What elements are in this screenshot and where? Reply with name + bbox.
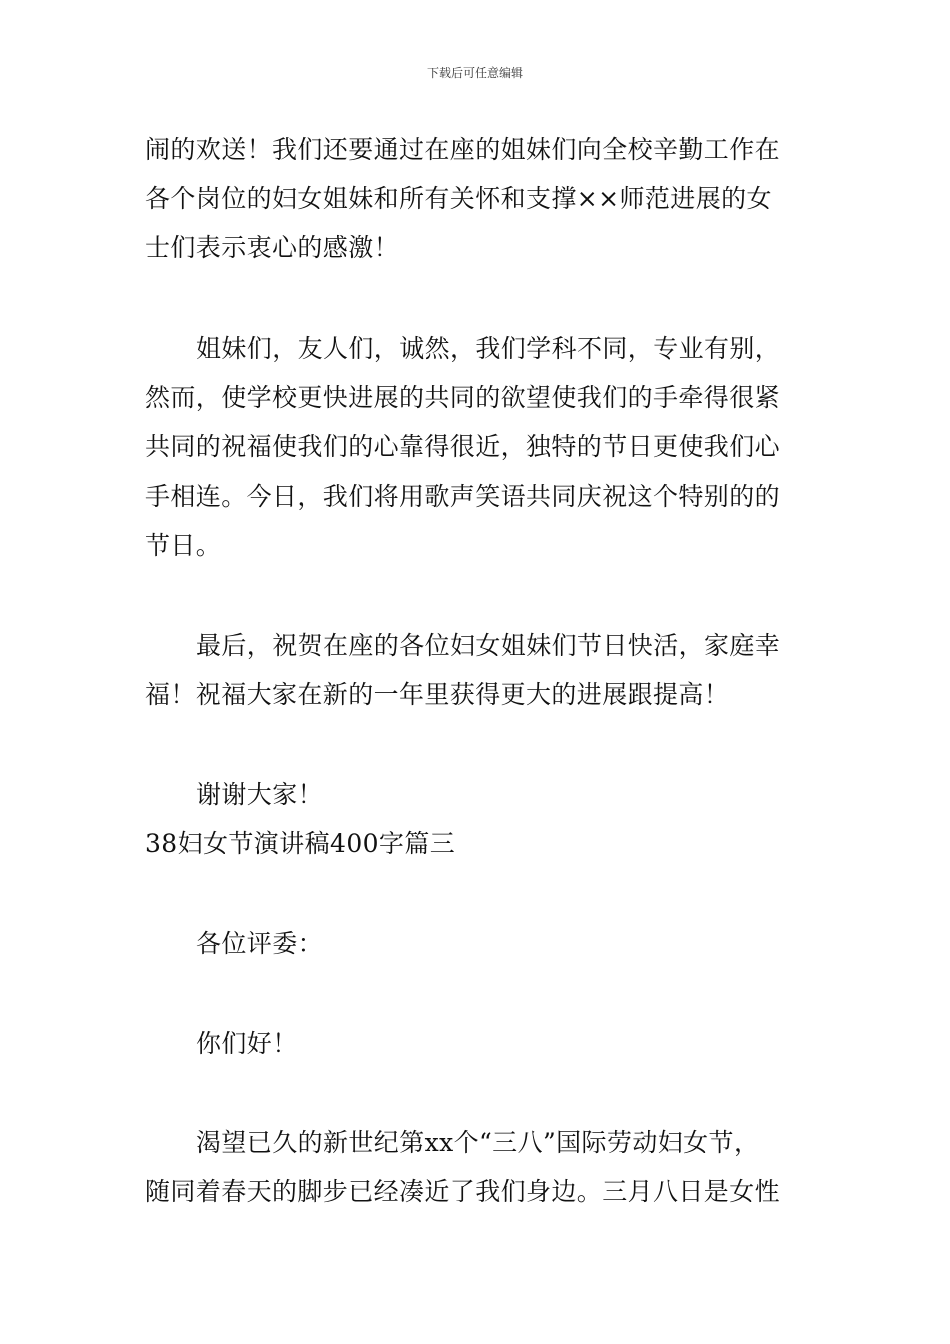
paragraph-line: 然而，使学校更快进展的共同的欲望使我们的手牵得很紧 bbox=[145, 383, 781, 412]
paragraph-line: 共同的祝福使我们的心靠得很近，独特的节日更使我们心 bbox=[145, 432, 781, 461]
paragraph-line: 最后，祝贺在座的各位妇女姐妹们节日快活，家庭幸 bbox=[196, 631, 781, 660]
paragraph-line: 各个岗位的妇女姐妹和所有关怀和支撑××师范进展的女 bbox=[145, 184, 772, 213]
paragraph-line: 节日。 bbox=[145, 531, 222, 560]
paragraph-line: 谢谢大家！ bbox=[196, 780, 324, 809]
paragraph-line: 士们表示衷心的感激！ bbox=[145, 233, 400, 262]
paragraph-line: 各位评委： bbox=[196, 929, 324, 958]
page-header: 下载后可任意编辑 bbox=[426, 66, 523, 80]
paragraph-line: 姐妹们，友人们，诚然，我们学科不同，专业有别， bbox=[196, 334, 781, 363]
paragraph-line: 你们好！ bbox=[196, 1029, 298, 1058]
paragraph-line: 福！祝福大家在新的一年里获得更大的进展跟提高！ bbox=[145, 680, 730, 709]
paragraph-line: 随同着春天的脚步已经凑近了我们身边。三月八日是女性 bbox=[145, 1177, 781, 1206]
paragraph-line: 闹的欢送！我们还要通过在座的姐妹们向全校辛勤工作在 bbox=[145, 135, 781, 164]
paragraph-line: 手相连。今日，我们将用歌声笑语共同庆祝这个特别的的 bbox=[145, 482, 781, 511]
section-heading: 38妇女节演讲稿400字篇三 bbox=[145, 829, 456, 858]
paragraph-line: 渴望已久的新世纪第xx个“三八”国际劳动妇女节， bbox=[196, 1128, 760, 1157]
